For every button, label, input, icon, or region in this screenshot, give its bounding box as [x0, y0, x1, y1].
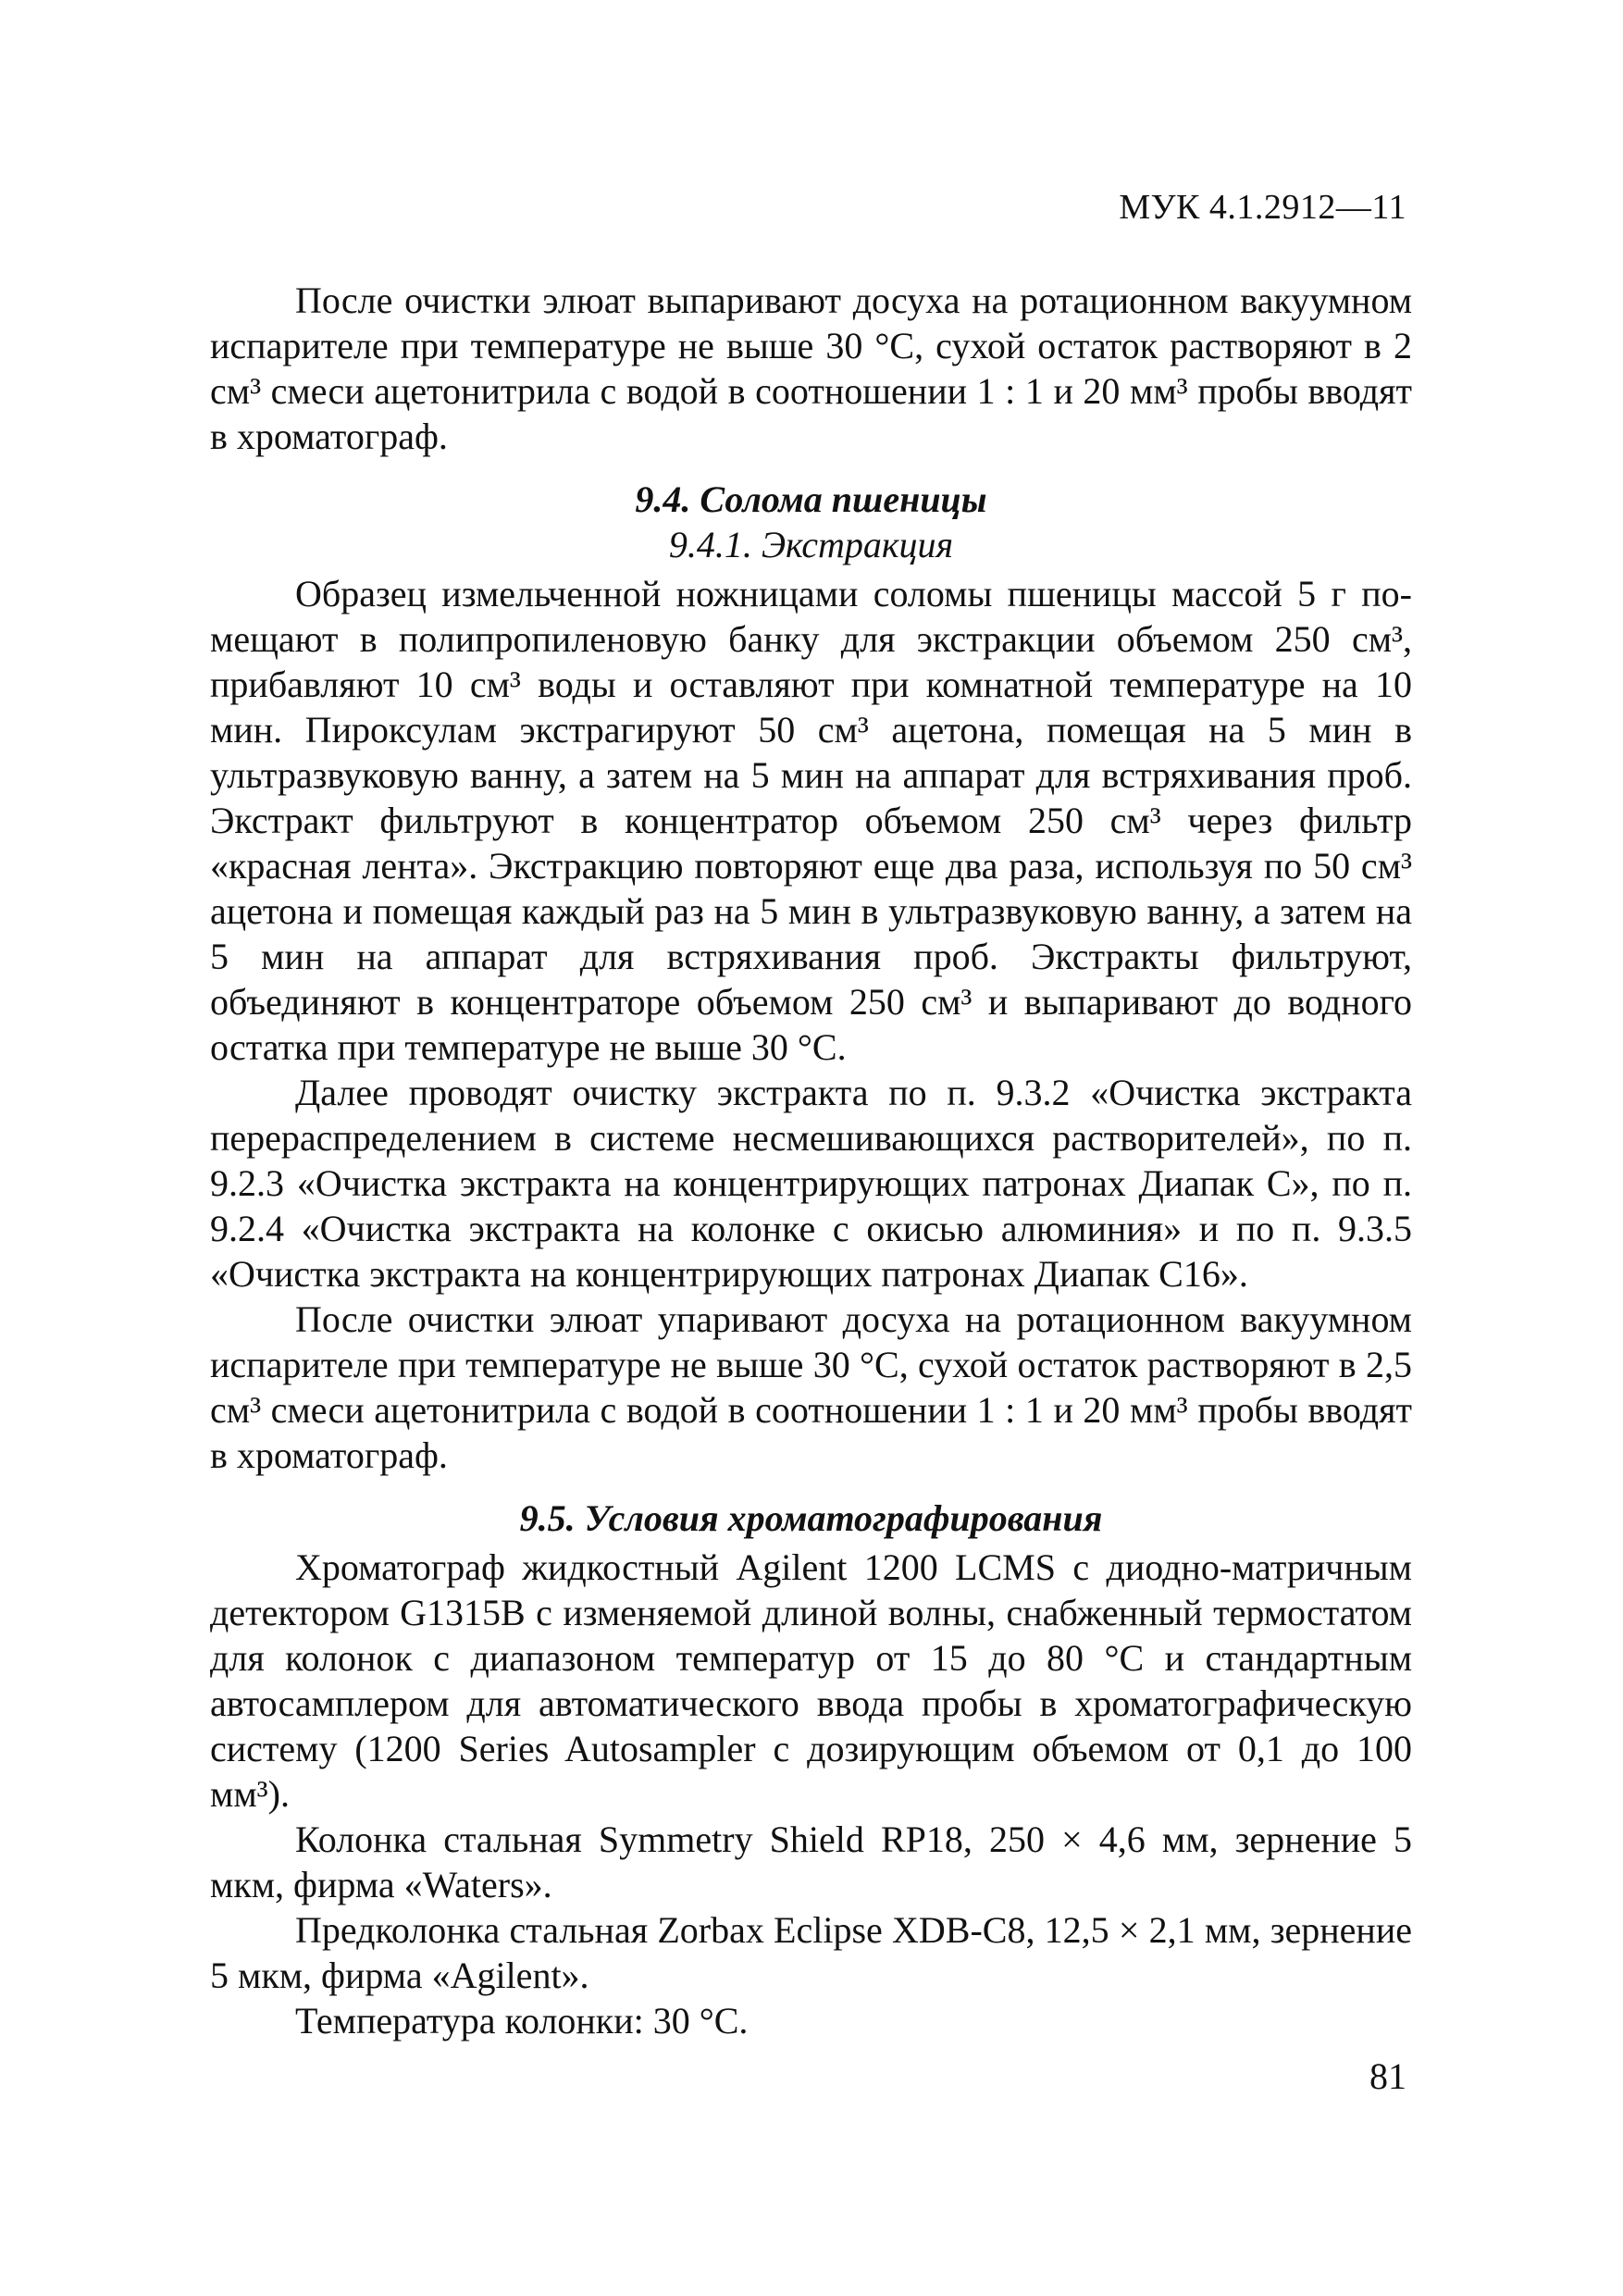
document-code-header: МУК 4.1.2912—11 — [1119, 188, 1406, 227]
paragraph-extract-cleanup: Далее проводят очистку экстракта по п. 9.3.2 «Очистка экстракта перераспределением в системе несмешивающихся растворителей», по п. 9.2.3 «Очистка экстракта на концентрирующих патронах Диапак С», по п. 9.2.4 «Очистка экстракта на колонке с окисью алюминия» и по п. 9.3.5 «Очистка экстракта на концентрирующих патронах Диапак С16». — [210, 1072, 1412, 1295]
paragraph-column-temperature: Температура колонки: 30 °С. — [295, 2000, 749, 2042]
paragraph-precolumn: Предколонка стальная Zorbax Eclipse XDB-C8, 12,5 × 2,1 мм, зернение 5 мкм, фирма «Agilent». — [210, 1909, 1412, 1996]
paragraph-chromatograph: Хроматограф жидкостный Agilent 1200 LCMS с диодно-матричным детектором G1315B с изменяемой длиной волны, снабженный термостатом для колонок с диапазоном температур от 15 до 80 °С и стандартным автосамплером для автоматического ввода пробы в хроматографическую систему (1200 Series Autosampler с дозирующим объемом от 0,1 до 100 мм³). — [210, 1546, 1412, 1815]
page-number: 81 — [1369, 2055, 1406, 2097]
paragraph-eluate-evaporation: После очистки элюат выпаривают досуха на ротационном вакуумном испарителе при температуре не выше 30 °С, сухой остаток растворяют в 2 см³ смеси ацетонитрила с водой в соотношении 1 : 1 и 20 мм³ пробы вводят в хроматограф. — [210, 279, 1412, 457]
subsection-heading-9-4-1: 9.4.1. Экстракция — [668, 524, 954, 565]
page-content — [210, 278, 1412, 2043]
paragraph-extraction: Образец измельченной ножницами соломы пшеницы массой 5 г помещают в полипропиленовую банку для экстракции объемом 250 см³, прибавляют 10 см³ воды и оставляют при комнатной температуре на 10 мин. Пироксулам экстрагируют 50 см³ ацетона, помещая на 5 мин в ультразвуковую ванну, а затем на 5 мин на аппарат для встряхивания проб. Экстракт фильтруют в концентратор объемом 250 см³ через фильтр «красная лента». Экстракцию повторяют еще два раза, используя по 50 см³ ацетона и помещая каждый раз на 5 мин в ультразвуковую ванну, а затем на 5 мин на аппарат для встряхивания проб. Экстракты фильтруют, объединяют в концентраторе объемом 250 см³ и выпаривают до водного остатка при температуре не выше 30 °С. — [210, 573, 1412, 1068]
section-heading-9-4: 9.4. Солома пшеницы — [635, 478, 987, 520]
paragraph-eluate-concentration: После очистки элюат упаривают досуха на ротационном вакуумном испарителе при температуре не выше 30 °С, сухой остаток растворяют в 2,5 см³ смеси ацетонитрила с водой в соотношении 1 : 1 и 20 мм³ пробы вводят в хроматограф. — [210, 1298, 1412, 1476]
section-heading-9-5: 9.5. Условия хроматографирования — [519, 1497, 1103, 1539]
paragraph-column: Колонка стальная Symmetry Shield RP18, 250 × 4,6 мм, зернение 5 мкм, фирма «Waters». — [210, 1818, 1412, 1905]
